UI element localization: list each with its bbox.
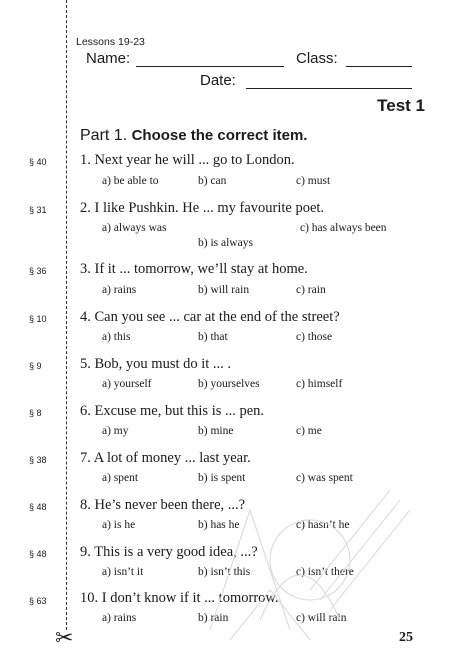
lessons-label: Lessons 19-23 bbox=[76, 36, 145, 48]
section-ref: § 40 bbox=[29, 157, 47, 167]
option[interactable]: c) those bbox=[296, 331, 333, 343]
class-field[interactable] bbox=[346, 66, 412, 67]
question-text: 5. Bob, you must do it ... . bbox=[80, 356, 232, 372]
class-label: Class: bbox=[296, 50, 338, 67]
section-ref: § 10 bbox=[29, 314, 47, 324]
option[interactable]: c) must bbox=[296, 175, 331, 187]
scissors-icon: ✂ bbox=[55, 626, 74, 651]
date-label: Date: bbox=[200, 72, 236, 89]
question-text: 7. A lot of money ... last year. bbox=[80, 450, 251, 466]
option[interactable]: b) yourselves bbox=[198, 378, 260, 390]
option[interactable]: b) is spent bbox=[198, 472, 246, 484]
option[interactable]: c) isn’t there bbox=[296, 566, 354, 578]
option[interactable]: c) me bbox=[296, 425, 322, 437]
option[interactable]: b) rain bbox=[198, 612, 229, 624]
watermark-stamp bbox=[190, 470, 420, 640]
question-text: 10. I don’t know if it ... tomorrow. bbox=[80, 590, 279, 606]
part-heading bbox=[80, 127, 307, 145]
option[interactable]: c) was spent bbox=[296, 472, 353, 484]
option[interactable]: a) isn’t it bbox=[102, 566, 144, 578]
option[interactable]: c) has always been bbox=[300, 222, 387, 234]
question-text: 2. I like Pushkin. He ... my favourite poet. bbox=[80, 200, 325, 216]
option[interactable]: a) my bbox=[102, 425, 129, 437]
option[interactable]: c) hasn’t he bbox=[296, 519, 350, 531]
option[interactable]: a) rains bbox=[102, 612, 137, 624]
option[interactable]: a) spent bbox=[102, 472, 139, 484]
option[interactable]: b) has he bbox=[198, 519, 240, 531]
part-instruction: Choose the correct item. bbox=[131, 127, 308, 144]
option[interactable]: b) mine bbox=[198, 425, 234, 437]
section-ref: § 63 bbox=[29, 596, 47, 606]
question-text: 9. This is a very good idea, ...? bbox=[80, 544, 258, 560]
option[interactable]: c) rain bbox=[296, 284, 326, 296]
section-ref: § 9 bbox=[29, 361, 42, 371]
option[interactable]: b) is always bbox=[198, 237, 253, 249]
part-label: Part 1. bbox=[80, 127, 128, 144]
date-field[interactable] bbox=[246, 88, 412, 89]
question-text: 6. Excuse me, but this is ... pen. bbox=[80, 403, 265, 419]
option[interactable]: b) can bbox=[198, 175, 227, 187]
name-field[interactable] bbox=[136, 66, 284, 67]
cut-line bbox=[66, 0, 67, 630]
option[interactable]: b) that bbox=[198, 331, 228, 343]
page-number: 25 bbox=[399, 630, 413, 645]
option[interactable]: a) is he bbox=[102, 519, 136, 531]
option[interactable]: a) yourself bbox=[102, 378, 152, 390]
section-ref: § 8 bbox=[29, 408, 42, 418]
option[interactable]: a) this bbox=[102, 331, 131, 343]
option[interactable]: c) will rain bbox=[296, 612, 347, 624]
option[interactable]: a) be able to bbox=[102, 175, 159, 187]
section-ref: § 48 bbox=[29, 502, 47, 512]
option[interactable]: c) himself bbox=[296, 378, 343, 390]
section-ref: § 31 bbox=[29, 205, 47, 215]
section-ref: § 36 bbox=[29, 266, 47, 276]
section-ref: § 48 bbox=[29, 549, 47, 559]
question-text: 3. If it ... tomorrow, we’ll stay at home. bbox=[80, 261, 308, 277]
test-title: Test 1 bbox=[377, 96, 425, 115]
option[interactable]: a) always was bbox=[102, 222, 167, 234]
question-text: 1. Next year he will ... go to London. bbox=[80, 152, 295, 168]
option[interactable]: b) isn’t this bbox=[198, 566, 251, 578]
question-text: 8. He’s never been there, ...? bbox=[80, 497, 246, 513]
question-text: 4. Can you see ... car at the end of the street? bbox=[80, 309, 340, 325]
name-label: Name: bbox=[86, 50, 131, 67]
option[interactable]: b) will rain bbox=[198, 284, 250, 296]
section-ref: § 38 bbox=[29, 455, 47, 465]
option[interactable]: a) rains bbox=[102, 284, 137, 296]
